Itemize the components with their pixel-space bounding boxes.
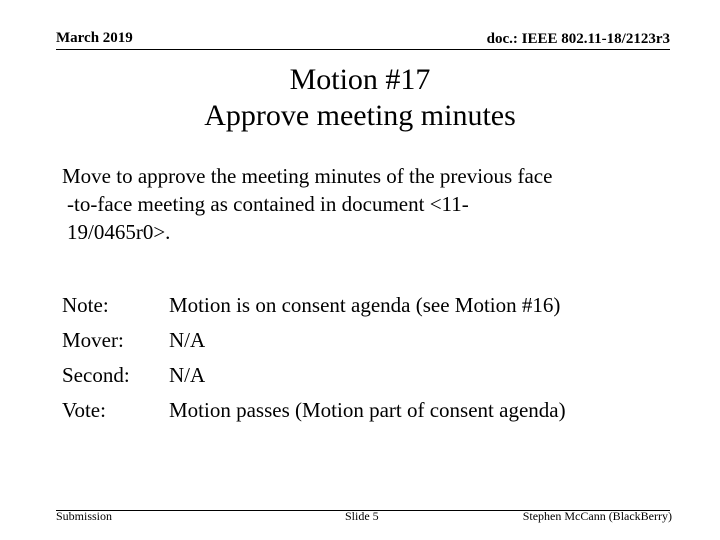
footer-author: Stephen McCann (BlackBerry) xyxy=(522,509,672,523)
slide-title xyxy=(0,62,720,134)
footer-slide-number: Slide 5 xyxy=(345,509,379,523)
motion-text xyxy=(62,162,662,246)
header-date: March 2019 xyxy=(56,30,133,46)
field-value-mover: N/A xyxy=(169,328,206,352)
title-line-2: Approve meeting minutes xyxy=(204,99,516,132)
field-row-mover xyxy=(62,323,566,358)
footer-submission: Submission xyxy=(56,509,113,523)
motion-text-line-1: Move to approve the meeting minutes of the previous face xyxy=(62,164,553,188)
field-value-vote: Motion passes (Motion part of consent agenda) xyxy=(169,398,566,422)
title-line-1: Motion #17 xyxy=(289,63,431,96)
field-label-second: Second: xyxy=(62,363,130,387)
header-divider xyxy=(56,49,670,50)
motion-text-line-2: -to-face meeting as contained in document <11- xyxy=(67,192,469,216)
field-row-second xyxy=(62,358,566,393)
motion-text-line-3: 19/0465r0>. xyxy=(67,220,171,244)
field-row-vote xyxy=(62,393,566,428)
header-doc-ref: doc.: IEEE 802.11-18/2123r3 xyxy=(486,31,670,47)
field-value-note: Motion is on consent agenda (see Motion #16) xyxy=(169,293,561,317)
field-label-mover: Mover: xyxy=(62,328,124,352)
field-label-note: Note: xyxy=(62,293,109,317)
field-row-note xyxy=(62,288,566,323)
motion-fields xyxy=(62,288,566,428)
field-label-vote: Vote: xyxy=(62,398,106,422)
field-value-second: N/A xyxy=(169,363,206,387)
